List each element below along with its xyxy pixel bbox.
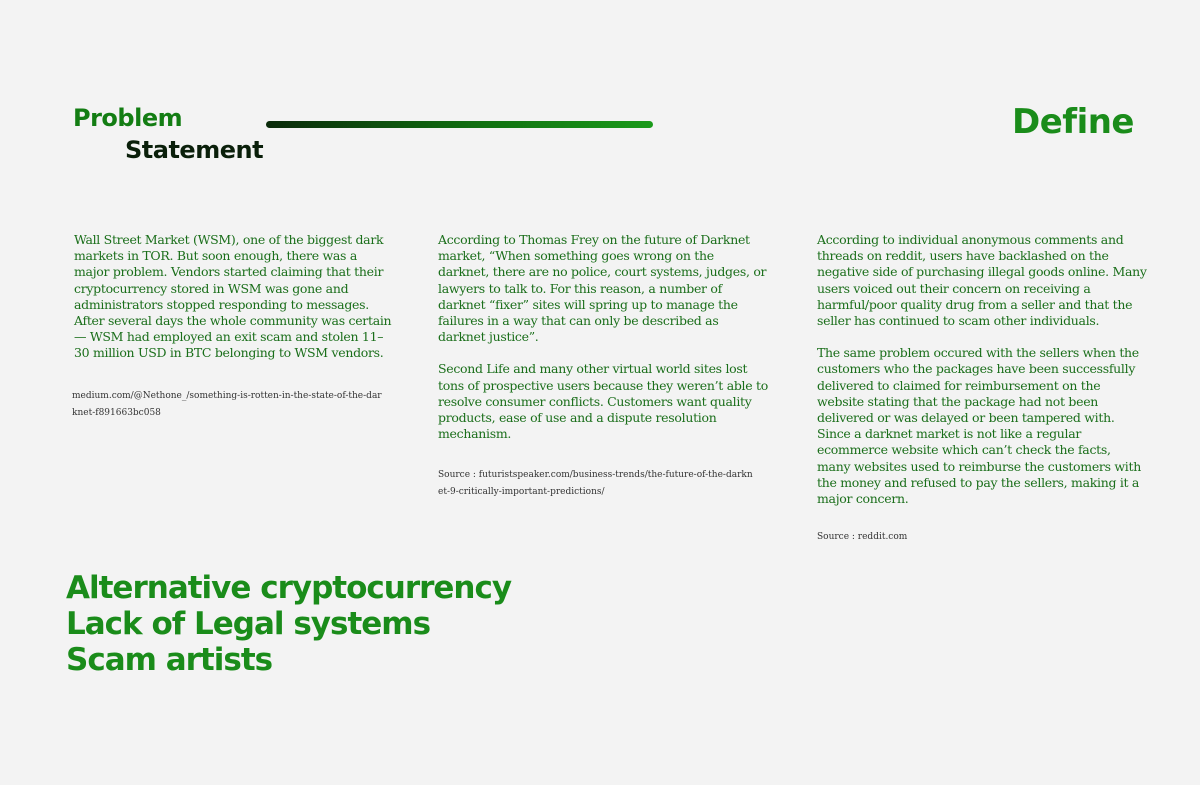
problem-item: Alternative cryptocurrency xyxy=(66,570,512,606)
column-source: Source : reddit.com xyxy=(817,532,908,543)
column-paragraph: Wall Street Market (WSM), one of the biggest dark markets in TOR. But soon enough, there was a major problem. Vendors started claiming that their cryptocurrency stored in WSM was gone and administrators stopped responding to messages. After several days the whole community was certain — WSM had employed an exit scam and stolen 11–30 million USD in BTC belonging to WSM vendors. xyxy=(74,232,392,361)
define-label: Define xyxy=(1012,102,1134,142)
title-line-statement: Statement xyxy=(125,136,264,164)
column-reddit xyxy=(817,232,1147,546)
column-paragraph: The same problem occured with the sellers when the customers who the packages have been successfully delivered to claimed for reimbursement on the website stating that the package had not been delivered or was delayed or been tampered with. Since a darknet market is not like a regular ecommerce website which can’t check the facts, many websites used to reimburse the customers with the money and refused to pay the sellers, making it a major concern. xyxy=(817,345,1141,507)
column-paragraph: According to Thomas Frey on the future of Darknet market, “When something goes wrong on the darknet, there are no police, court systems, judges, or lawyers to talk to. For this reason, a number of darknet “fixer” sites will spring up to manage the failures in a way that can only be described as darknet justice”. xyxy=(438,232,767,345)
problem-item: Lack of Legal systems xyxy=(66,606,431,642)
column-source: Source : futuristspeaker.com/business-trends/the-future-of-the-darknet-9-critically-important-predictions/ xyxy=(438,470,753,498)
problem-item: Scam artists xyxy=(66,642,273,678)
column-wsm xyxy=(74,232,394,422)
column-paragraph: Second Life and many other virtual world sites lost tons of prospective users because they weren’t able to resolve consumer conflicts. Customers want quality products, ease of use and a dispute resolution mechanism. xyxy=(438,361,768,442)
column-source: medium.com/@Nethone_/something-is-rotten-in-the-state-of-the-darknet-f891663bc058 xyxy=(72,390,382,418)
column-paragraph: According to individual anonymous comments and threads on reddit, users have backlashed on the negative side of purchasing illegal goods online. Many users voiced out their concern on receiving a harmful/poor quality drug from a seller and that the seller has continued to scam other individuals. xyxy=(817,232,1147,329)
problem-list xyxy=(66,570,511,678)
column-legal xyxy=(438,232,768,501)
title-line-problem: Problem xyxy=(73,104,183,132)
title-divider-bar xyxy=(266,121,653,128)
